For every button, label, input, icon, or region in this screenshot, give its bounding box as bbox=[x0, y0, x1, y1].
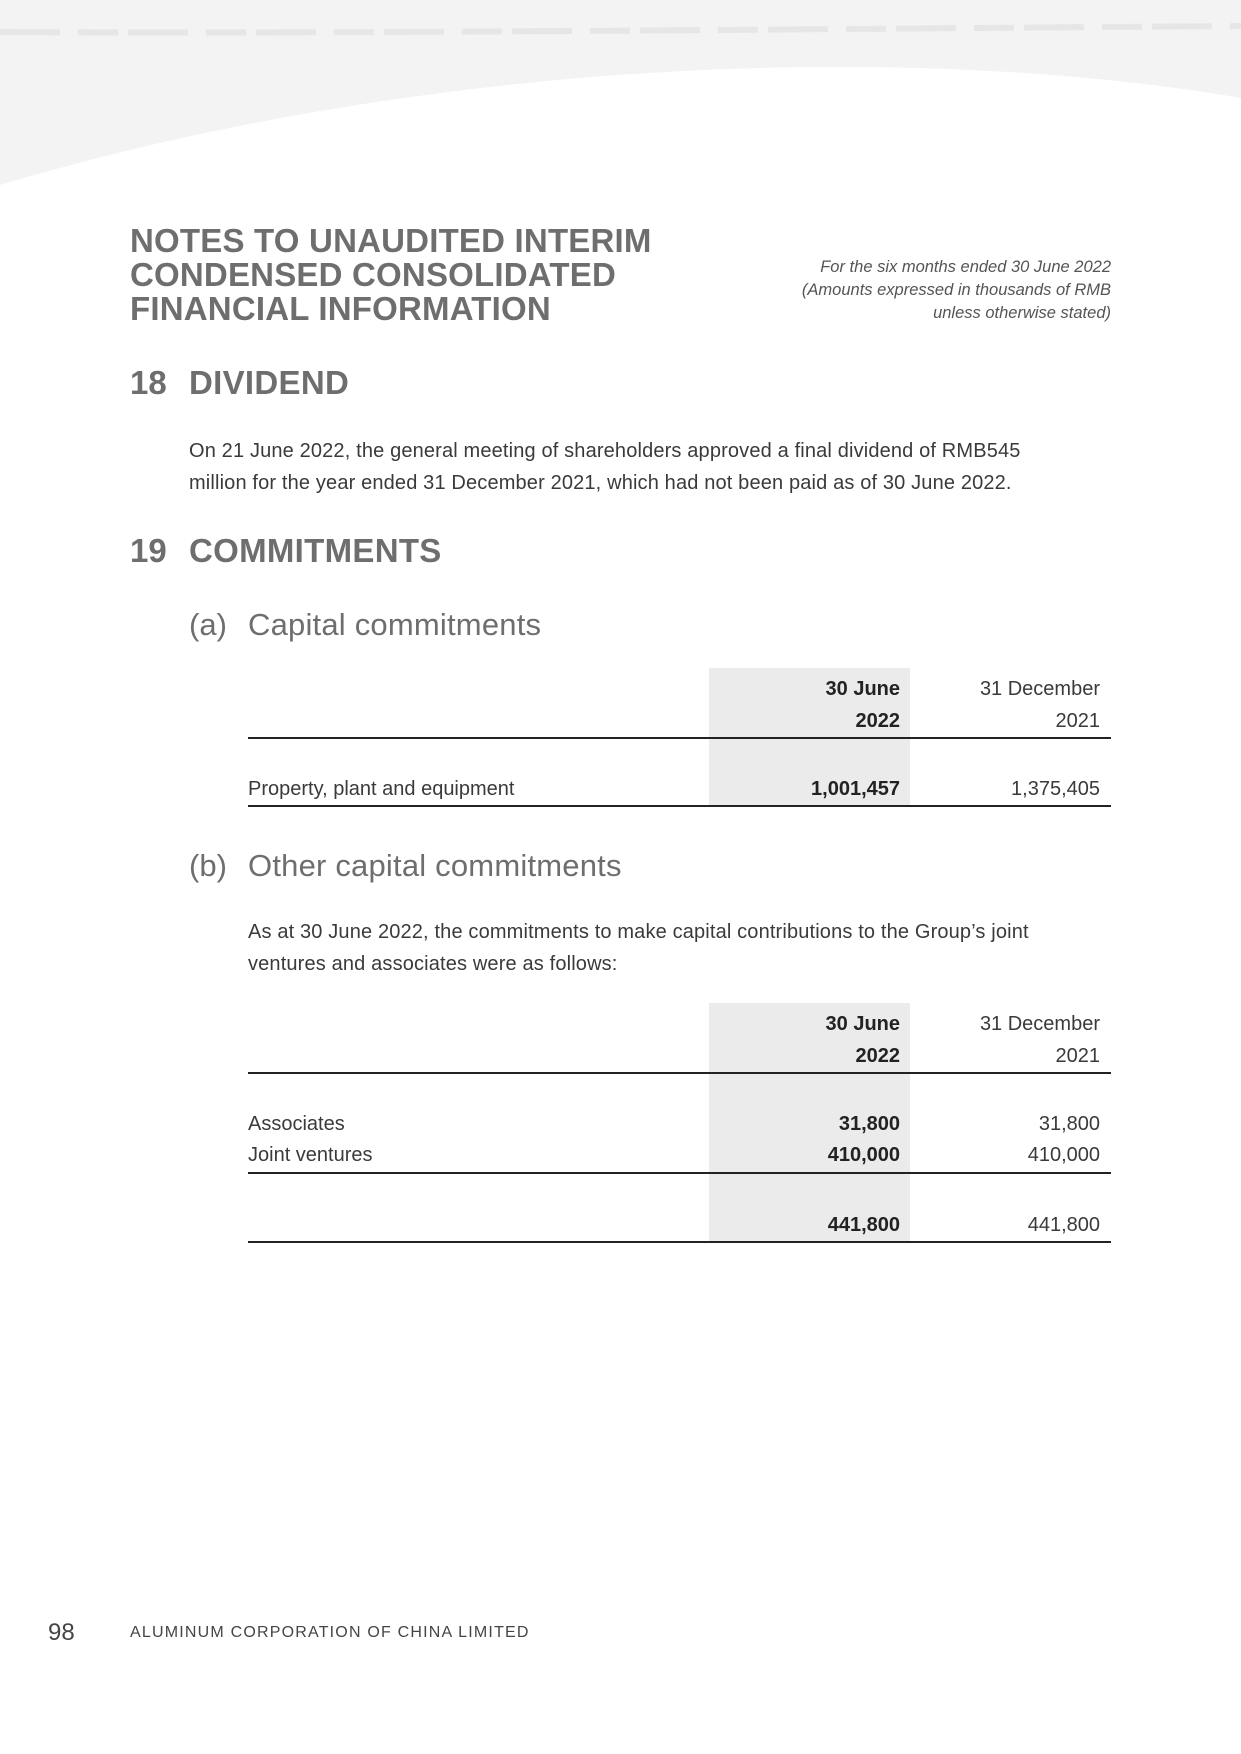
section-18-title: DIVIDEND bbox=[189, 364, 350, 401]
subsection-a-title: Capital commitments bbox=[248, 607, 542, 642]
header-swoosh-decoration bbox=[0, 0, 1241, 200]
total-rule bbox=[248, 1241, 1111, 1243]
section-19-title: COMMITMENTS bbox=[189, 532, 442, 569]
header-note-line: For the six months ended 30 June 2022 bbox=[820, 258, 1111, 276]
row-value-current: 31,800 bbox=[838, 1113, 900, 1135]
page-number: 98 bbox=[48, 1619, 75, 1646]
row-label: Property, plant and equipment bbox=[248, 778, 515, 800]
column-header-current-year: 2022 bbox=[855, 710, 900, 732]
total-value-prior: 441,800 bbox=[1027, 1214, 1100, 1236]
row-value-current: 1,001,457 bbox=[811, 778, 900, 800]
column-header-current: 30 June bbox=[825, 1013, 900, 1035]
column-header-current: 30 June bbox=[825, 678, 900, 700]
header-title-line: NOTES TO UNAUDITED INTERIM bbox=[130, 222, 652, 259]
paragraph-line: ventures and associates were as follows: bbox=[248, 953, 618, 975]
subsection-a-letter: (a) bbox=[189, 607, 227, 642]
total-rule bbox=[248, 805, 1111, 807]
paragraph-line: million for the year ended 31 December 2021, which had not been paid as of 30 June 2022. bbox=[189, 472, 1012, 494]
footer-company-name: ALUMINUM CORPORATION OF CHINA LIMITED bbox=[130, 1624, 530, 1641]
row-label: Joint ventures bbox=[248, 1144, 373, 1166]
header-rule bbox=[248, 737, 1111, 739]
column-header-prior: 31 December bbox=[979, 1013, 1100, 1035]
row-label: Associates bbox=[248, 1113, 345, 1135]
total-value-current: 441,800 bbox=[827, 1214, 900, 1236]
row-value-prior: 31,800 bbox=[1038, 1113, 1100, 1135]
section-18-number: 18 bbox=[130, 364, 167, 401]
header-note-line: (Amounts expressed in thousands of RMB bbox=[801, 281, 1111, 299]
subtotal-rule bbox=[248, 1172, 1111, 1174]
column-header-prior-year: 2021 bbox=[1055, 1045, 1100, 1067]
header-title-line: FINANCIAL INFORMATION bbox=[130, 290, 551, 327]
column-header-prior-year: 2021 bbox=[1055, 710, 1100, 732]
page-header-note bbox=[711, 256, 1111, 325]
section-19-number: 19 bbox=[130, 532, 167, 569]
subsection-b-title: Other capital commitments bbox=[248, 848, 622, 883]
page-header-title bbox=[130, 224, 690, 326]
subsection-b-letter: (b) bbox=[189, 848, 227, 883]
paragraph-line: On 21 June 2022, the general meeting of shareholders approved a final dividend of RMB545 bbox=[189, 440, 1021, 462]
column-header-current-year: 2022 bbox=[855, 1045, 900, 1067]
row-value-current: 410,000 bbox=[827, 1144, 900, 1166]
capital-commitments-table bbox=[248, 668, 1111, 808]
paragraph-line: As at 30 June 2022, the commitments to make capital contributions to the Group’s joint bbox=[248, 921, 1029, 943]
row-value-prior: 410,000 bbox=[1027, 1144, 1100, 1166]
row-value-prior: 1,375,405 bbox=[1011, 778, 1100, 800]
header-title-line: CONDENSED CONSOLIDATED bbox=[130, 256, 616, 293]
header-rule bbox=[248, 1072, 1111, 1074]
other-capital-commitments-table bbox=[248, 1003, 1111, 1248]
subsection-b-paragraph bbox=[248, 916, 1111, 980]
section-18-paragraph bbox=[189, 435, 1111, 499]
header-note-line: unless otherwise stated) bbox=[933, 304, 1111, 322]
column-header-prior: 31 December bbox=[979, 678, 1100, 700]
